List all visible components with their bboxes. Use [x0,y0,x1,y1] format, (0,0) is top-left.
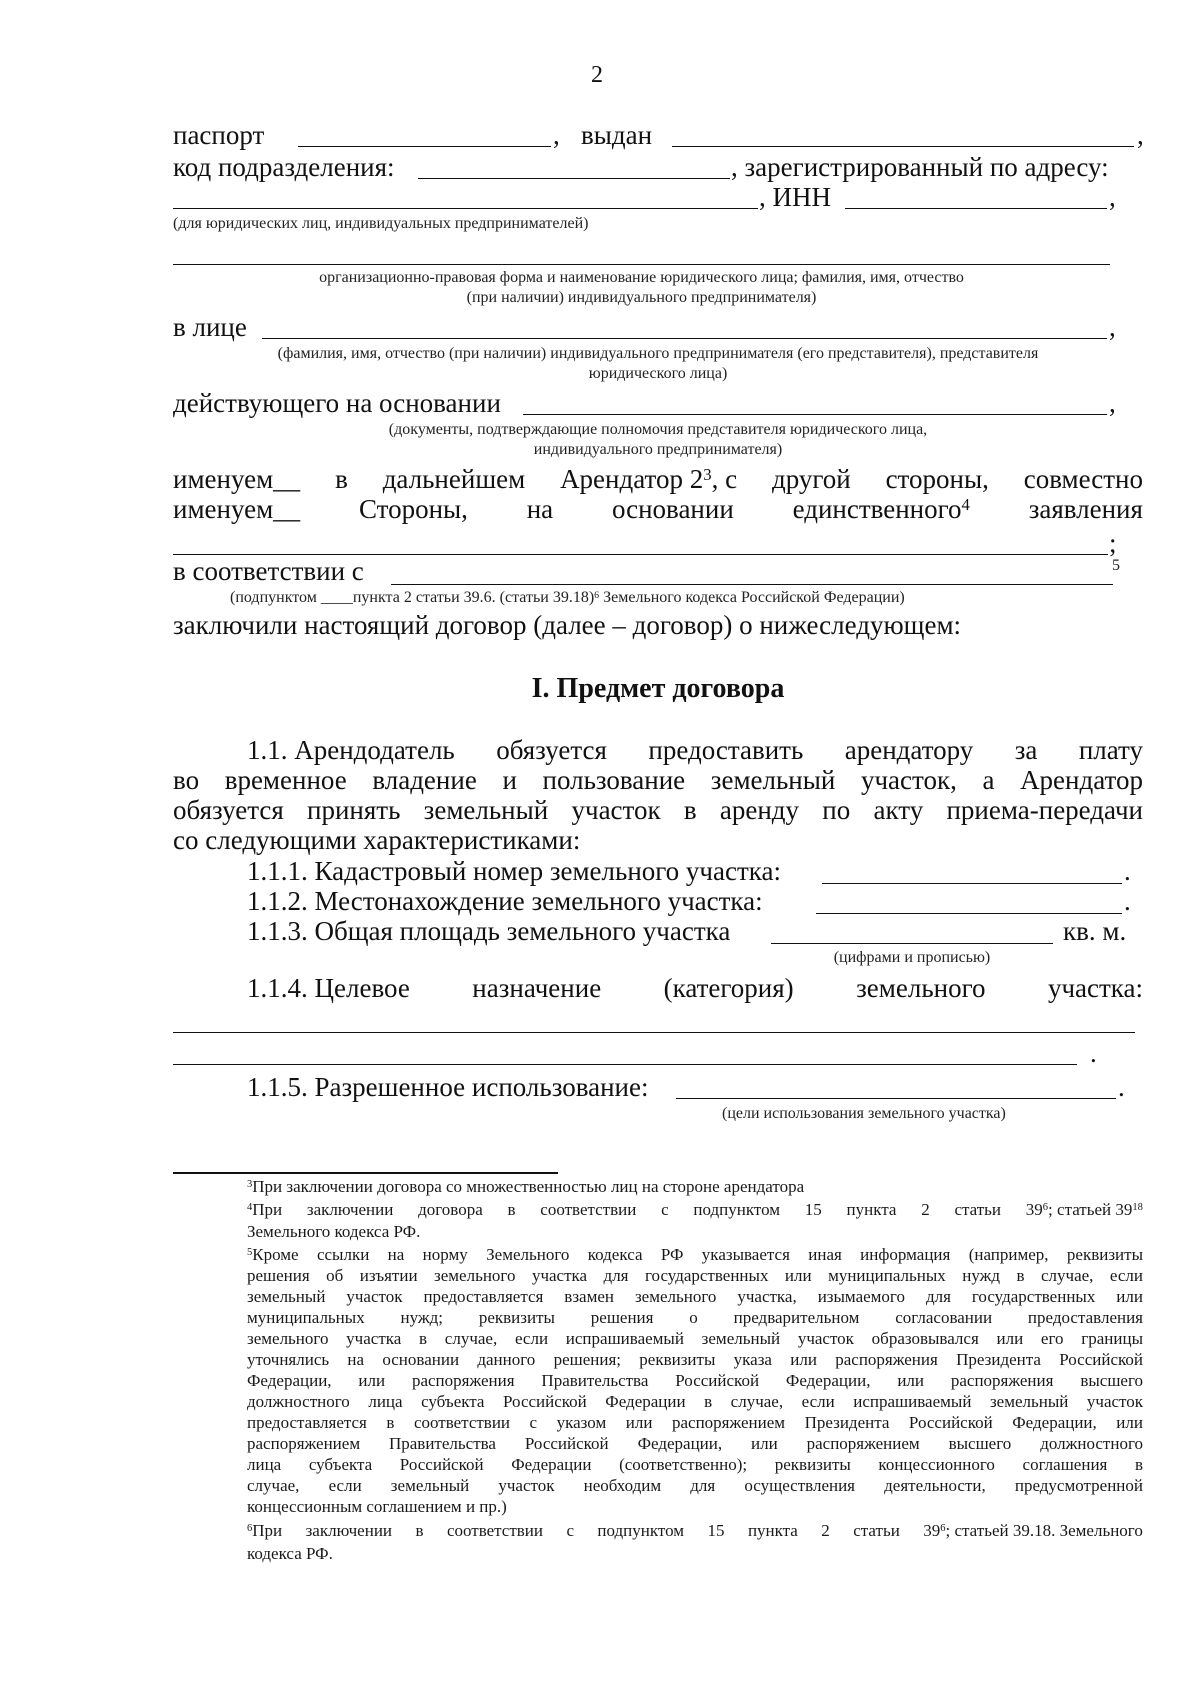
paragraph-word: обязуется [496,735,607,765]
footnote-word: 2 [921,1200,930,1219]
authority-documents-blank[interactable] [523,414,1107,415]
paragraph-1-1-line-4: со следующими характеристиками: [173,825,581,855]
footnote-5-line: уточнялись на основании данного решения; реквизиты указа или распоряжения Президента Российской [247,1350,1143,1369]
paragraph-word: а [982,765,995,795]
organization-caption-2: (при наличии) индивидуального предпринимателя) [466,289,817,306]
footnote-ref-5[interactable]: 5 [1112,557,1120,574]
jointly-word: именуем__ [173,494,301,524]
paragraph-word: за [1014,735,1038,765]
footnote-4-line-2: Земельного кодекса РФ. [247,1222,421,1241]
footnote-5-line: решения об изъятии земельного участка для государственных или муниципальных нужд в случае, если [247,1266,1143,1285]
paragraph-word: предоставить [648,735,804,765]
paragraph-word: арендатору [844,735,974,765]
paragraph-word: 1.1. Арендодатель [247,735,455,765]
organization-name-blank[interactable] [173,264,1110,265]
paragraph-word: земельный [423,795,549,825]
application-semicolon: ; [1109,528,1117,558]
named-word: другой [771,464,851,494]
footnote-word: с [661,1200,669,1219]
named-word: дальнейшем [382,464,526,494]
paragraph-word: и [502,765,517,795]
legal-basis-caption: (подпунктом ____пункта 2 статьи 39.6. (статьи 39.18)$^6$ Земельного кодекса Российской Федерации) [230,589,905,606]
paragraph-word: временное [224,765,347,795]
legal-entities-note: (для юридических лиц, индивидуальных предпринимателей) [173,215,589,232]
passport-label: паспорт [173,120,265,150]
purpose-word: земельного [856,973,986,1003]
represented-by-label: в лице [173,312,247,342]
location-label: 1.1.2. Местонахождение земельного участка: [247,886,763,916]
in-accordance-label: в соответствии с [173,556,364,586]
footnote-ref-6[interactable]: 6 [594,589,600,601]
purpose-word: (категория) [663,973,794,1003]
footnote-5-first: $^5$Кроме ссылки на норму Земельного кодекса РФ указывается иная информация (например, реквизиты [247,1245,1143,1264]
footnote-5-line: предоставляется в соответствии с указом или распоряжением Президента Российской Федерации, или [247,1413,1143,1432]
authority-caption-1: (документы, подтверждающие полномочия представителя юридического лица, [388,421,928,438]
footnote-word: заключении [306,1200,394,1219]
division-code-blank[interactable] [418,178,730,179]
paragraph-1-1-line-1 [247,735,1143,765]
footnote-5-line: лица субъекта Российской Федерации (соответственно); реквизиты концессионного соглашения в [247,1455,1143,1474]
footnote-5-line: земельного участка в случае, если испрашиваемый земельный участок образовывался или его границы [247,1329,1143,1348]
footnote-word: в [507,1200,516,1219]
footnote-word: подпунктом [597,1521,685,1540]
paragraph-1-1-line-2 [173,765,1143,795]
jointly-word: заявления [1028,494,1143,524]
authority-caption-2: индивидуального предпринимателя) [533,441,783,458]
paragraph-word: принять [307,795,401,825]
footnote-word: в [415,1521,424,1540]
footnote-word: 2 [821,1521,830,1540]
footnote-ref-3[interactable]: 3 [703,465,712,485]
purpose-line [247,973,1143,1003]
purpose-blank-2[interactable] [173,1064,1077,1065]
representative-comma: , [1109,312,1116,342]
named-word: совместно [1023,464,1143,494]
area-blank[interactable] [771,943,1053,944]
representative-blank[interactable] [262,338,1107,339]
location-blank[interactable] [816,913,1122,914]
address-blank[interactable] [173,208,758,209]
paragraph-word: земельный [710,765,836,795]
representative-caption-1: (фамилия, имя, отчество (при наличии) индивидуального предпринимателя (его представителя), представителя [277,345,1039,362]
footnote-5-line: земельный участок предоставляется взамен земельного участка, изымаемого для государственных или [247,1287,1143,1306]
passport-comma: , [553,120,560,150]
footnote-word: соответствии [540,1200,637,1219]
paragraph-word: участок [571,795,661,825]
paragraph-word: владение [372,765,477,795]
issued-by-blank[interactable] [672,146,1134,147]
footnote-word: $^6$При [247,1521,283,1540]
named-word: именуем__ [173,464,301,494]
jointly-word: на [526,494,554,524]
footnote-word: с [566,1521,574,1540]
paragraph-word: обязуется [173,795,284,825]
footnote-5-line: распоряжением Правительства Российской Федерации, или распоряжением высшего должностного [247,1434,1143,1453]
application-blank[interactable] [173,554,1108,555]
authority-comma: , [1109,388,1116,418]
permitted-use-period: . [1118,1072,1125,1102]
inn-comma: , [1109,182,1116,212]
paragraph-word: участок, [860,765,957,795]
cadastral-number-label: 1.1.1. Кадастровый номер земельного участка: [247,856,781,886]
issued-label: выдан [581,120,653,150]
passport-blank[interactable] [298,146,551,147]
section-title: I. Предмет договора [531,673,785,704]
footnote-word: 15 [707,1521,725,1540]
footnote-word: пункта [846,1200,897,1219]
paragraph-word: во [173,765,200,795]
footnote-5-line: Федерации, или распоряжения Правительства Российской Федерации, или распоряжения высшего [247,1371,1143,1390]
registered-address-label: , зарегистрированный по адресу: [731,152,1109,182]
inn-blank[interactable] [845,208,1107,209]
representative-caption-2: юридического лица) [588,365,728,382]
footnote-6-line-2: кодекса РФ. [247,1544,333,1563]
footnote-5-line: случае, если земельный участок необходим для осуществления деятельности, предусмотренной [247,1476,1143,1495]
purpose-period: . [1090,1038,1097,1068]
organization-caption-1: организационно-правовая форма и наименование юридического лица; фамилия, имя, отчество [319,269,964,286]
paragraph-word: в [683,795,697,825]
cadastral-number-blank[interactable] [822,883,1122,884]
footnote-word: 15 [804,1200,822,1219]
footnote-word: подпунктом [693,1200,781,1219]
paragraph-1-1-line-3 [173,795,1143,825]
footnote-word: пункта [747,1521,798,1540]
area-label: 1.1.3. Общая площадь земельного участка [247,916,731,946]
footnote-word: $39^6$; статьей 39.18. Земельного [923,1521,1143,1540]
footnote-word: соответствии [446,1521,543,1540]
paragraph-word: пользование [542,765,686,795]
purpose-blank-1[interactable] [173,1032,1135,1033]
footnote-word: статьи [853,1521,900,1540]
footnote-separator [173,1172,558,1174]
paragraph-word: аренду [719,795,800,825]
jointly-word-single: единственного$^4$ [792,494,970,524]
named-word: стороны, [885,464,989,494]
permitted-use-blank[interactable] [676,1098,1116,1099]
jointly-word: основании [611,494,734,524]
location-period: . [1124,886,1131,916]
page-number: 2 [591,62,603,88]
purpose-word: 1.1.4. Целевое [247,973,410,1003]
paragraph-word: акту [873,795,924,825]
footnote-word: заключении [305,1521,393,1540]
footnote-word: $^4$При [247,1200,283,1219]
footnote-5-line: должностного лица субъекта Российской Федерации в случае, если испрашиваемый земельный участок [247,1392,1143,1411]
legal-basis-blank[interactable] [391,584,1113,585]
division-code-label: код подразделения: [173,152,395,182]
named-word: в [335,464,348,494]
concluded-text: заключили настоящий договор (далее – договор) о нижеследующем: [173,610,962,640]
area-unit: кв. м. [1063,916,1127,946]
acting-on-basis-label: действующего на основании [173,388,501,418]
paragraph-word: по [822,795,851,825]
issued-comma: , [1137,120,1144,150]
cadastral-period: . [1124,856,1131,886]
paragraph-word: Арендатор [1020,765,1143,795]
named-tenant-line [173,464,1143,494]
purpose-word: назначение [472,973,602,1003]
footnote-6-line-1 [247,1520,1143,1541]
footnote-5-line: муниципальных нужд; реквизиты решения о предварительном согласовании предоставления [247,1308,1143,1327]
jointly-named-line [173,494,1143,524]
permitted-use-caption: (цели использования земельного участка) [722,1105,1006,1122]
footnote-word: договора [418,1200,483,1219]
permitted-use-label: 1.1.5. Разрешенное использование: [247,1072,649,1102]
footnote-word: статьи [954,1200,1002,1219]
footnote-5-last: концессионным соглашением и пр.) [247,1497,507,1516]
named-word-tenant: Арендатор $2^3$, с [560,464,738,494]
paragraph-word: плату [1078,735,1143,765]
footnote-word: $39^6$; статьей $39^{18}$ [1025,1200,1143,1219]
paragraph-word: приема-передачи [946,795,1143,825]
purpose-word: участка: [1047,973,1143,1003]
area-caption: (цифрами и прописью) [833,949,991,966]
footnote-ref-4[interactable]: 4 [961,495,970,515]
inn-label: , ИНН [759,182,831,212]
jointly-word: Стороны, [358,494,468,524]
footnote-4-line-1 [247,1199,1143,1220]
footnote-3: $^3$При заключении договора со множественностью лиц на стороне арендатора [247,1177,805,1196]
